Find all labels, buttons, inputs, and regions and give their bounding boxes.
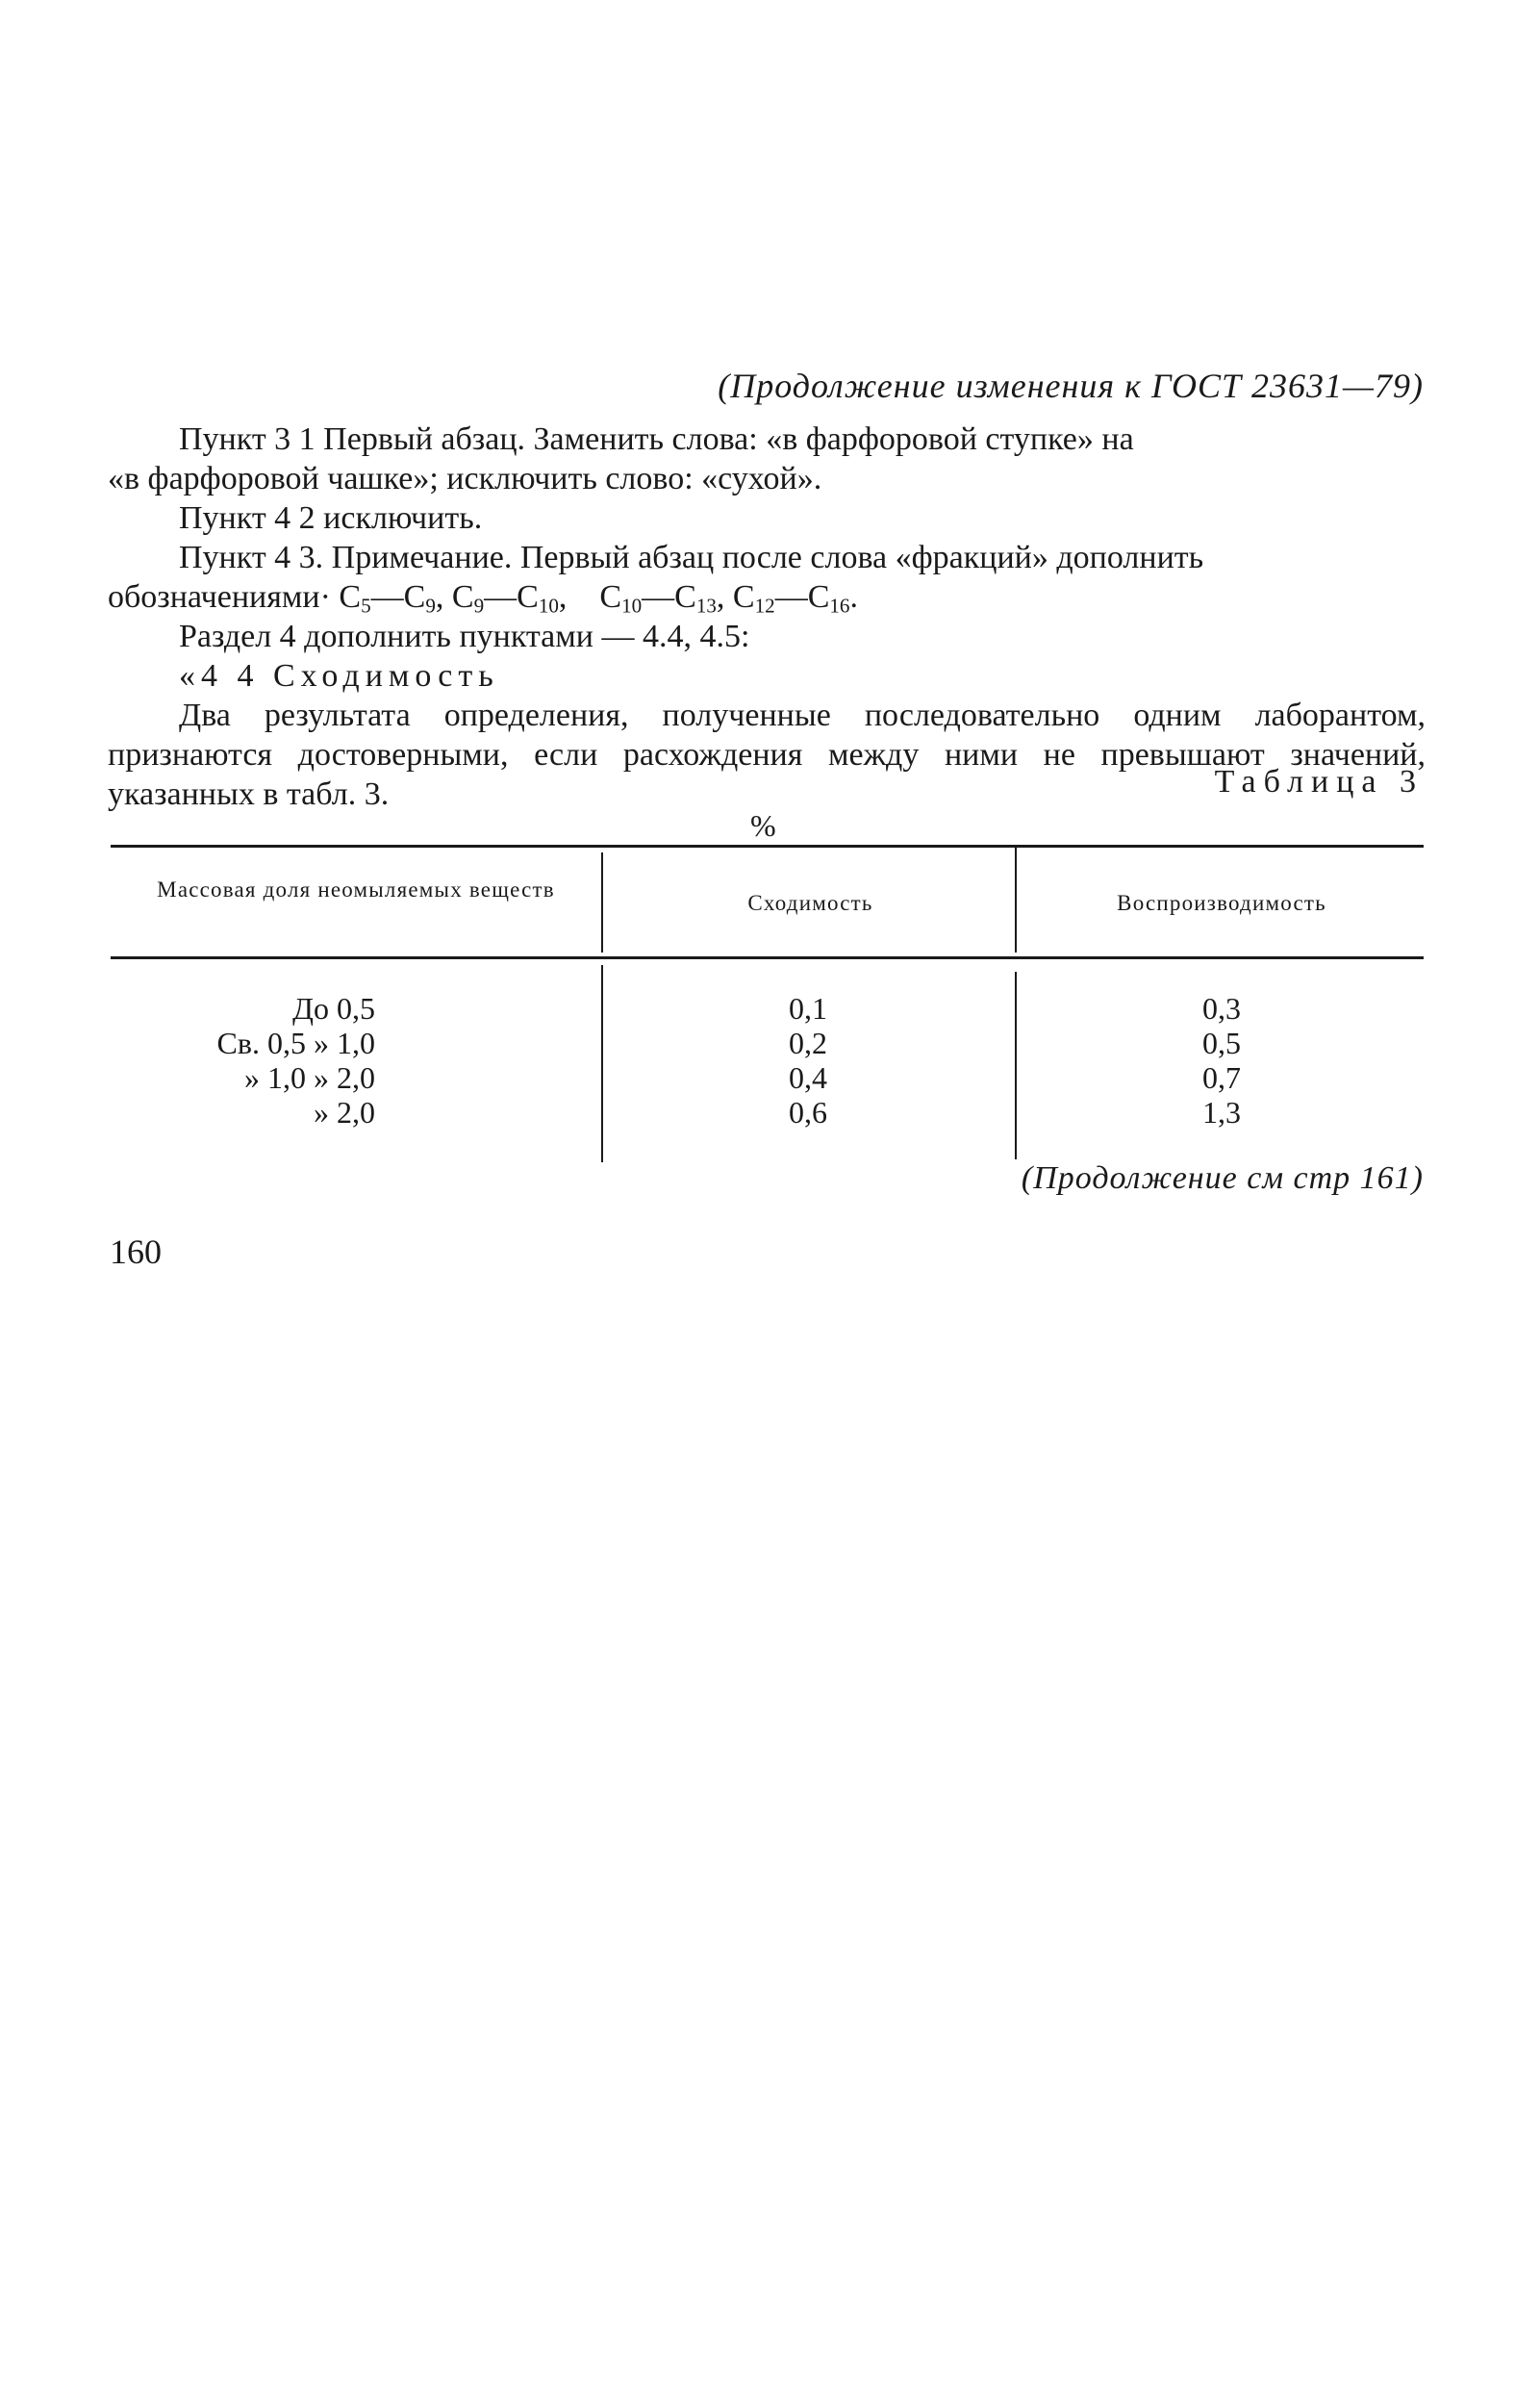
- formula-c12-c16: $C_{12}—C_{16}$: [732, 579, 850, 618]
- table-unit: %: [750, 808, 776, 843]
- table-header-divider-2: [1015, 847, 1017, 953]
- page-number: 160: [110, 1233, 162, 1271]
- table-header-divider-1: [601, 852, 603, 953]
- formula-prefix: обозначениями·: [108, 579, 331, 615]
- continuation-footer: (Продолжение см стр 161): [1021, 1160, 1424, 1196]
- paragraph-item-3-1: Пункт 3 1 Первый абзац. Заменить слова: «в фарфоровой ступке» на: [179, 421, 1134, 457]
- table-body-divider-2: [1015, 972, 1017, 1159]
- subheading-repeatability: «4 4 Сходимость: [179, 658, 499, 694]
- table-column-repeatability: [750, 991, 866, 1130]
- table-cell-range: » 2,0: [314, 1095, 375, 1130]
- table-cell-reproducibility: 0,3: [1202, 991, 1241, 1026]
- table-title: Таблица 3: [1214, 764, 1424, 800]
- table-header-repeatability: Сходимость: [747, 891, 873, 915]
- table-cell-repeatability: 0,1: [789, 991, 827, 1026]
- table-cell-reproducibility: 1,3: [1202, 1095, 1241, 1130]
- continuation-header: (Продолжение изменения к ГОСТ 23631—79): [718, 367, 1424, 405]
- table-header-mass-fraction: Массовая доля неомыляемых веществ: [157, 877, 555, 902]
- table-cell-reproducibility: 0,7: [1202, 1060, 1241, 1095]
- paragraph-item-4-3-formulas: обозначениями· $C_5—C_9$, $C_9—C_{10}$, $C_{10}—C_{13}$, $C_{12}—C_{16}$.: [108, 579, 858, 618]
- table-cell-repeatability: 0,6: [789, 1095, 827, 1130]
- table-header-rule: [111, 956, 1424, 959]
- formula-c5-c9: $C_5—C_9$: [339, 579, 436, 618]
- table-cell-repeatability: 0,4: [789, 1060, 827, 1095]
- paragraph-item-4-3: Пункт 4 3. Примечание. Первый абзац после слова «фракций» дополнить: [179, 540, 1204, 575]
- table-column-reproducibility: [1164, 991, 1279, 1130]
- table-header-reproducibility: Воспроизводимость: [1117, 891, 1326, 915]
- paragraph-item-3-1-cont: «в фарфоровой чашке»; исключить слово: «сухой».: [108, 461, 822, 496]
- paragraph-section-4: Раздел 4 дополнить пунктами — 4.4, 4.5:: [179, 619, 750, 654]
- table-cell-range: » 1,0 » 2,0: [244, 1060, 375, 1095]
- body-text: [108, 419, 1426, 814]
- table-body-divider-1: [601, 965, 603, 1162]
- table-cell-repeatability: 0,2: [789, 1026, 827, 1060]
- table-cell-range: До 0,5: [292, 991, 375, 1026]
- table-cell-range: Св. 0,5 » 1,0: [216, 1026, 375, 1060]
- table-cell-reproducibility: 0,5: [1202, 1026, 1241, 1060]
- formula-c9-c10: $C_9—C_{10}$: [451, 579, 559, 618]
- table-top-rule: [111, 845, 1424, 848]
- paragraph-item-4-2: Пункт 4 2 исключить.: [179, 500, 483, 536]
- paragraph-repeatability-text: Два результата определения, полученные последовательно одним лаборантом, признаются достоверными, если расхождения между ними не превышают значений, указанных в табл. 3.: [108, 698, 1426, 812]
- table-column-ranges: [111, 991, 375, 1130]
- formula-c10-c13: $C_{10}—C_{13}$: [599, 579, 717, 618]
